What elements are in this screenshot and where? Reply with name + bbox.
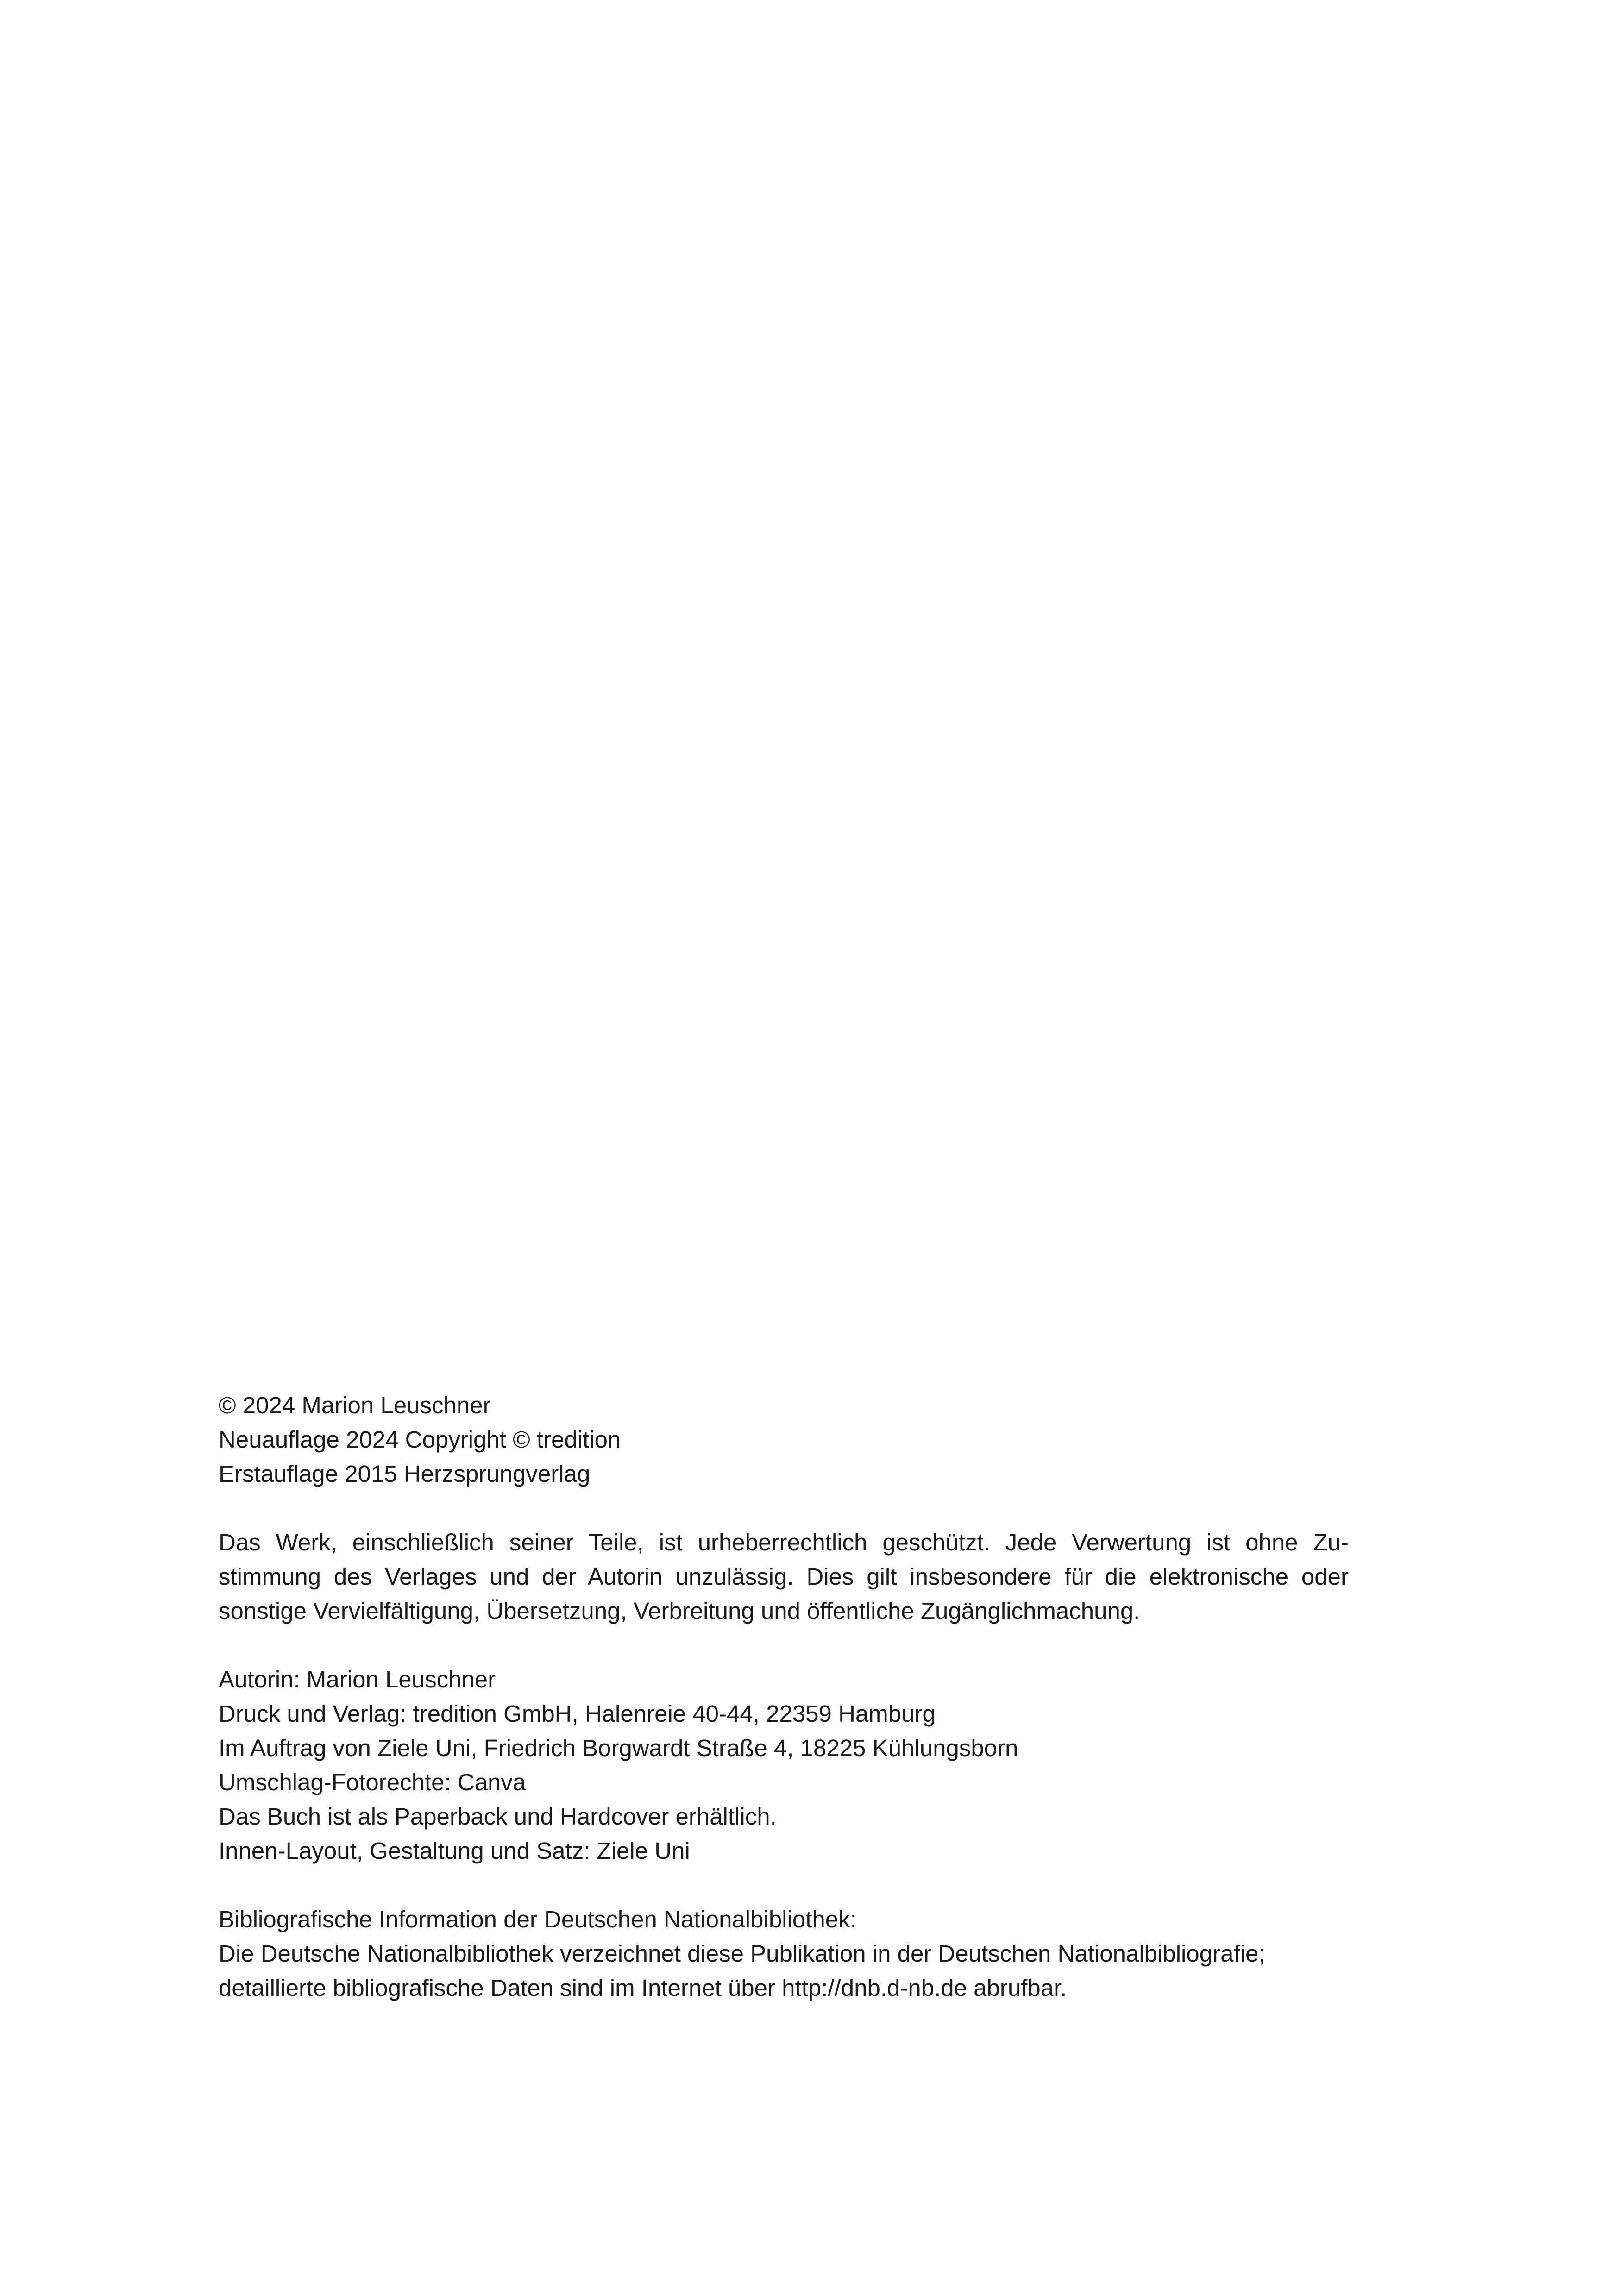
bibliographic-block: [219, 1902, 1349, 2005]
print-publisher-line: Druck und Verlag: tredition GmbH, Halenreie 40-44, 22359 Hamburg: [219, 1700, 936, 1727]
rights-notice: [219, 1525, 1349, 1628]
bibliographic-line-1: Die Deutsche Nationalbibliothek verzeichnet diese Publikation in der Deutschen Nationalbibliografie;: [219, 1940, 1265, 1967]
copyright-line: © 2024 Marion Leuschner: [219, 1392, 491, 1418]
layout-line: Innen-Layout, Gestaltung und Satz: Ziele Uni: [219, 1838, 690, 1864]
bibliographic-heading: Bibliografische Information der Deutschen Nationalbibliothek:: [219, 1906, 857, 1932]
imprint-page: [219, 1388, 1349, 2005]
commission-line: Im Auftrag von Ziele Uni, Friedrich Borgwardt Straße 4, 18225 Kühlungsborn: [219, 1735, 1018, 1761]
rights-line-3: sonstige Vervielfältigung, Übersetzung, Verbreitung und öffentliche Zugänglichmachung.: [219, 1598, 1140, 1624]
rights-line-1: Das Werk, einschließlich seiner Teile, ist urheberrechtlich geschützt. Jede Verwertung ist ohne Zu-: [219, 1529, 1349, 1556]
cover-rights-line: Umschlag-Fotorechte: Canva: [219, 1769, 526, 1795]
formats-line: Das Buch ist als Paperback und Hardcover erhältlich.: [219, 1803, 777, 1830]
credits-block: [219, 1662, 1349, 1868]
first-edition-line: Erstauflage 2015 Herzsprungverlag: [219, 1461, 591, 1487]
author-line: Autorin: Marion Leuschner: [219, 1666, 496, 1693]
copyright-block: [219, 1388, 1349, 1491]
new-edition-line: Neuauflage 2024 Copyright © tredition: [219, 1426, 621, 1453]
rights-line-2: stimmung des Verlages und der Autorin unzulässig. Dies gilt insbesondere für die elektronische oder: [219, 1563, 1349, 1590]
bibliographic-line-2: detaillierte bibliografische Daten sind im Internet über http://dnb.d-nb.de abrufbar.: [219, 1975, 1067, 2001]
